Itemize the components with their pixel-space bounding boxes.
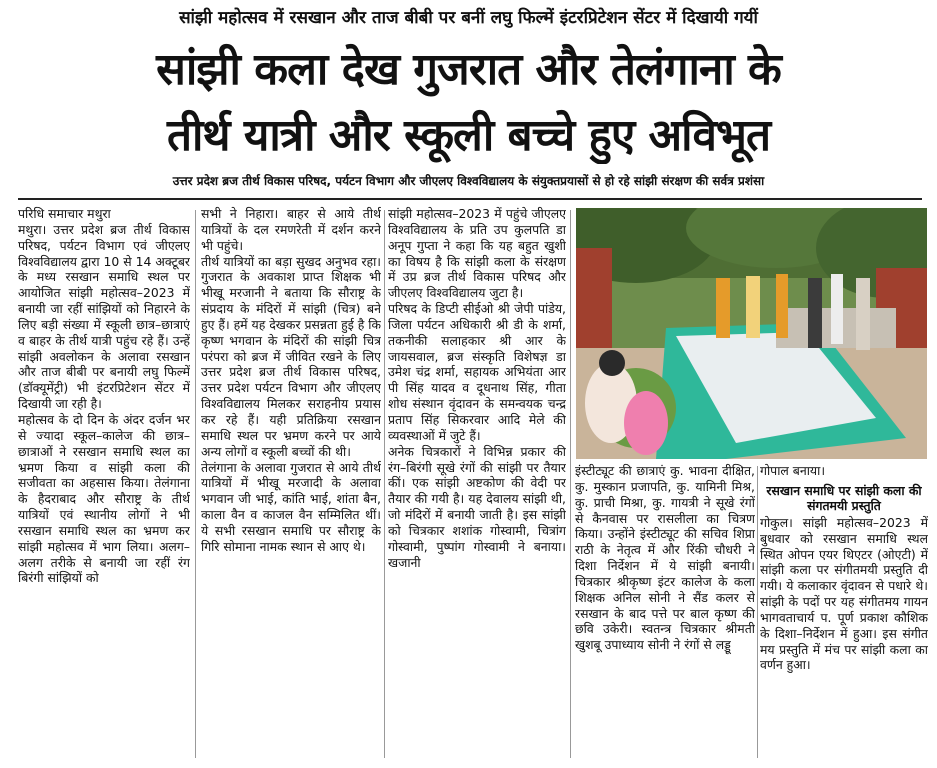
column-divider: [195, 210, 196, 758]
news-photo: [576, 208, 927, 459]
column-divider: [384, 210, 385, 758]
paragraph: गोकुल। सांझी महोत्सव–2023 में बुधवार को रसखान समाधि स्थल स्थित ओपन एयर थिएटर (ओएटी) में सांझी कला पर संगीतमयी प्रस्तुति दी गयी। ये कलाकार वृंदावन से पधारे थे। सांझी के पदों पर यह संगीतमय गायन भागवताचार्य प. पूर्ण प्रकाश कौशिक के दिशा–निर्देशन में हुआ। इस संगीत मय प्रस्तुति में मंच पर सांझी कला का वर्णन हुआ।: [760, 514, 928, 673]
paragraph: तेलंगाना के अलावा गुजरात से आये तीर्थ यात्रियों में भीखू मरजादी के अलावा भगवान जी भाई, कांति भाई, शांता बैन, काला वैन व काजल वैन सम्मिलित थीं। ये सभी रसखान समाधि पर सौराष्ट्र के गिरि सोमाना नामक स्थान से आए थे।: [201, 459, 381, 554]
header-rule: [18, 198, 922, 200]
main-headline-line-1: सांझी कला देख गुजरात और तेलंगाना के: [156, 44, 781, 95]
paragraph: गोपाल बनाया।: [760, 463, 826, 478]
paragraph: तीर्थ यात्रियों का बड़ा सुखद अनुभव रहा। गुजरात के अवकाश प्राप्त शिक्षक भी भीखू मरजानी ने बताया कि सौराष्ट्र के संप्रदाय के मंदिरों में सांझी (चित्र) बने हुए हैं। हमें यह देखकर प्रसन्नता हुई है कि कृष्ण भगवान के मंदिरों की सांझी चित्र परंपरा को ब्रज में जीवित रखने के लिए उत्तर प्रदेश ब्रज तीर्थ विकास परिषद, उत्तर प्रदेश पर्यटन विभाग और जीएलए विश्वविद्यालय मिलकर सराहनीय प्रयास कर रहे हैं। यही प्रतिक्रिया रसखान समाधि स्थल पर भ्रमण करने पर आये अन्य लोगों व स्कूली बच्चों की थी।: [201, 253, 381, 459]
main-headline-line-2: तीर्थ यात्री और स्कूली बच्चे हुए अविभूत: [166, 110, 771, 161]
photo-illustration: [576, 208, 927, 459]
article-column-3: [388, 206, 566, 761]
article-column-4: [575, 463, 755, 761]
paragraph: मथुरा। उत्तर प्रदेश ब्रज तीर्थ विकास परिषद, पर्यटन विभाग एवं जीएलए विश्वविद्यालय द्वारा 10 से 14 अक्टूबर के मध्य रसखान समाधि स्थल पर आयोजित सांझी महोत्सव–2023 में बनायी जा रहीं सांझियों को निहारने के लिए बड़ी संख्या में स्कूली छात्र–छात्राएं व बाहर के तीर्थ यात्री पहुंच रहे हैं। उन्हें सांझी अवलोकन के अलावा रसखान और ताज बीबी पर बनायी लघु फिल्में (डॉक्यूमेंट्री) भी इंटरप्रिटेशन सेंटर में दिखायी जा रही है।: [18, 221, 190, 412]
column-divider: [757, 466, 758, 758]
dateline: परिधि समाचार मथुरा: [18, 206, 111, 221]
article-column-5: [760, 463, 928, 761]
paragraph: परिषद के डिप्टी सीईओ श्री जेपी पांडेय, जिला पर्यटन अधिकारी श्री डी के शर्मा, तकनीकी सलाहकार श्री आर के जायसवाल, ब्रज संस्कृति विशेषज्ञ डा उमेश चंद्र शर्मा, सहायक अभियंता आर पी सिंह यादव व दूधनाथ सिंह, गीता शोध संस्थान वृंदावन के समन्वयक चन्द्र प्रताप सिंह सिकरवार आदि मेले की व्यवस्थाओं में जुटे हैं।: [388, 301, 566, 443]
article-column-2: [201, 206, 381, 761]
paragraph: इंस्टीट्यूट की छात्राएं कु. भावना दीक्षित, कु. मुस्कान प्रजापति, कु. यामिनी मिश्र, कु. प्राची मिश्रा, कु. गायत्री ने सूखे रंगों से कैनवास पर रासलीला का चित्रण किया। उन्होंने इंस्टीट्यूट की सचिव शिप्रा राठी के नेतृत्व में और रिंकी चौधरी ने दिशा निर्देशन में ये सांझी बनायी। चित्रकार श्रीकृष्ण इंटर कालेज के कला शिक्षक अनिल सोनी ने सैंड कलर से रसखान के बाद पत्ते पर बाल कृष्ण की छवि उकेरी। स्वतन्त्र चित्रकार श्रीमती खुशबू उपाध्याय सोनी ने रंगों से लड्डू: [575, 463, 755, 653]
kicker-headline: सांझी महोत्सव में रसखान और ताज बीबी पर बनीं लघु फिल्में इंटरप्रिटेशन सेंटर में दिखायी गयीं: [179, 8, 758, 28]
section-subhead: रसखान समाधि पर सांझी कला की संगतमयी प्रस्तुति: [766, 482, 922, 513]
paragraph: महोत्सव के दो दिन के अंदर दर्जन भर से ज्यादा स्कूल–कालेज की छात्र–छात्राओं ने रसखान समाधि स्थल का भ्रमण किया व सांझी कला की सजीवता का अहसास किया। तेलंगाना के हैदराबाद और सौराष्ट्र के तीर्थ यात्रियों एवं स्थानीय लोगों ने भी रसखान समाधि स्थल का भ्रमण कर सांझी महोत्सव में भाग लिया। अलग–अलग तरीके से बनायी जा रहीं रंग बिरंगी सांझियों को: [18, 411, 190, 586]
column-divider: [570, 210, 571, 758]
deck-subheadline: उत्तर प्रदेश ब्रज तीर्थ विकास परिषद, पर्यटन विभाग और जीएलए विश्वविद्यालय के संयुक्तप्रयासों से हो रहे सांझी संरक्षण की सर्वत्र प्रशंसा: [172, 174, 765, 188]
article-column-1: [18, 206, 190, 761]
paragraph: अनेक चित्रकारों ने विभिन्न प्रकार की रंग–बिरंगी सूखे रंगों की सांझी पर तैयार कीं। एक सांझी अष्टकोण की वेदी पर तैयार की गयी है। यह देवालय सांझी थी, जो मंदिरों में बनायी जाती है। इस सांझी को चित्रकार शशांक गोस्वामी, चित्रांग गोस्वामी, पुष्पांग गोस्वामी ने बनाया। खजानी: [388, 443, 566, 570]
paragraph: सभी ने निहारा। बाहर से आये तीर्थ यात्रियों के दल रमणरेती में दर्शन करने भी पहुंचे।: [201, 206, 381, 253]
paragraph: सांझी महोत्सव–2023 में पहुंचे जीएलए विश्वविद्यालय के प्रति उप कुलपति डा अनूप गुप्ता ने कहा कि यह बहुत खुशी का विषय है कि सांझी कला के संरक्षण में उप्र ब्रज तीर्थ विकास परिषद और जीएलए विश्वविद्यालय जुटा है।: [388, 206, 566, 301]
